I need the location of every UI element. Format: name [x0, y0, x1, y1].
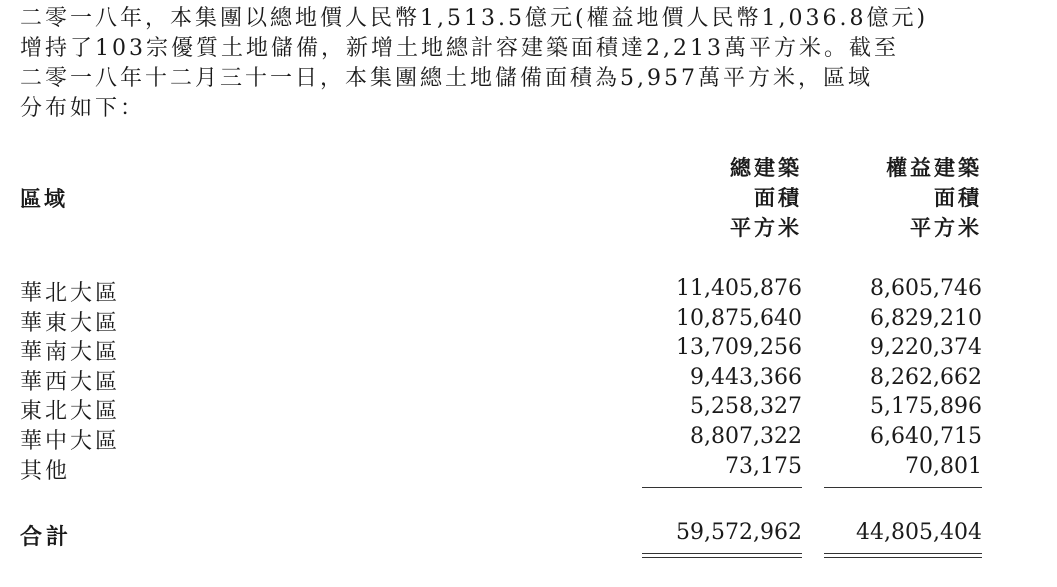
region-label: 華東大區: [20, 310, 121, 336]
table-row: [20, 454, 982, 484]
header-line: 權益建築: [886, 156, 982, 180]
table-row: [20, 306, 982, 336]
total-gfa-value: 11,405,876: [676, 276, 802, 301]
total-gfa-value: 10,875,640: [676, 305, 802, 331]
total-gfa-sum: 59,572,962: [676, 520, 802, 545]
paragraph-line: 增持了103宗優質土地儲備，新增土地總計容建築面積達2,213萬平方米。截至: [20, 36, 899, 61]
paragraph-line: 二零一八年，本集團以總地價人民幣1,513.5億元(權益地價人民幣1,036.8億元): [20, 6, 929, 31]
equity-gfa-value: 8,605,746: [870, 276, 982, 301]
header-line: 面積: [754, 186, 802, 210]
equity-gfa-value: 8,262,662: [870, 364, 982, 390]
header-line: 平方米: [910, 216, 982, 240]
paragraph-line: 分布如下：: [20, 96, 146, 121]
equity-gfa-value: 6,829,210: [870, 305, 982, 331]
table-row: [20, 365, 982, 395]
total-gfa-value: 9,443,366: [690, 364, 802, 390]
subtotal-rule: [824, 487, 982, 488]
double-underline: [824, 553, 982, 558]
equity-gfa-column-header: [782, 153, 982, 243]
intro-paragraph: [20, 4, 1040, 124]
region-label: 華西大區: [20, 369, 121, 395]
table-row: [20, 276, 982, 306]
total-label: 合計: [20, 525, 73, 550]
region-column-header: 區域: [20, 187, 68, 211]
table-row: [20, 424, 982, 454]
header-line: 總建築: [730, 156, 802, 180]
equity-gfa-sum: 44,805,404: [856, 520, 982, 545]
total-gfa-value: 73,175: [725, 453, 802, 479]
header-line: 面積: [934, 186, 982, 210]
equity-gfa-value: 70,801: [905, 453, 982, 479]
total-gfa-value: 8,807,322: [690, 423, 802, 449]
double-underline: [642, 553, 802, 558]
total-gfa-value: 13,709,256: [676, 335, 802, 361]
region-label: 東北大區: [20, 399, 121, 425]
paragraph-line: 二零一八年十二月三十一日，本集團總土地儲備面積為5,957萬平方米，區域: [20, 66, 873, 91]
total-gfa-value: 5,258,327: [690, 394, 802, 420]
equity-gfa-value: 9,220,374: [870, 335, 982, 361]
table-body: [20, 276, 982, 483]
total-row: [20, 520, 982, 552]
table-row: [20, 394, 982, 424]
region-label: 華北大區: [20, 281, 121, 306]
total-gfa-column-header: [602, 153, 802, 243]
header-line: 平方米: [730, 216, 802, 240]
table-row: [20, 335, 982, 365]
equity-gfa-value: 5,175,896: [870, 394, 982, 420]
equity-gfa-value: 6,640,715: [870, 423, 982, 449]
region-label: 其他: [20, 458, 71, 484]
region-label: 華南大區: [20, 340, 121, 366]
subtotal-rule: [642, 487, 802, 488]
region-label: 華中大區: [20, 428, 121, 454]
